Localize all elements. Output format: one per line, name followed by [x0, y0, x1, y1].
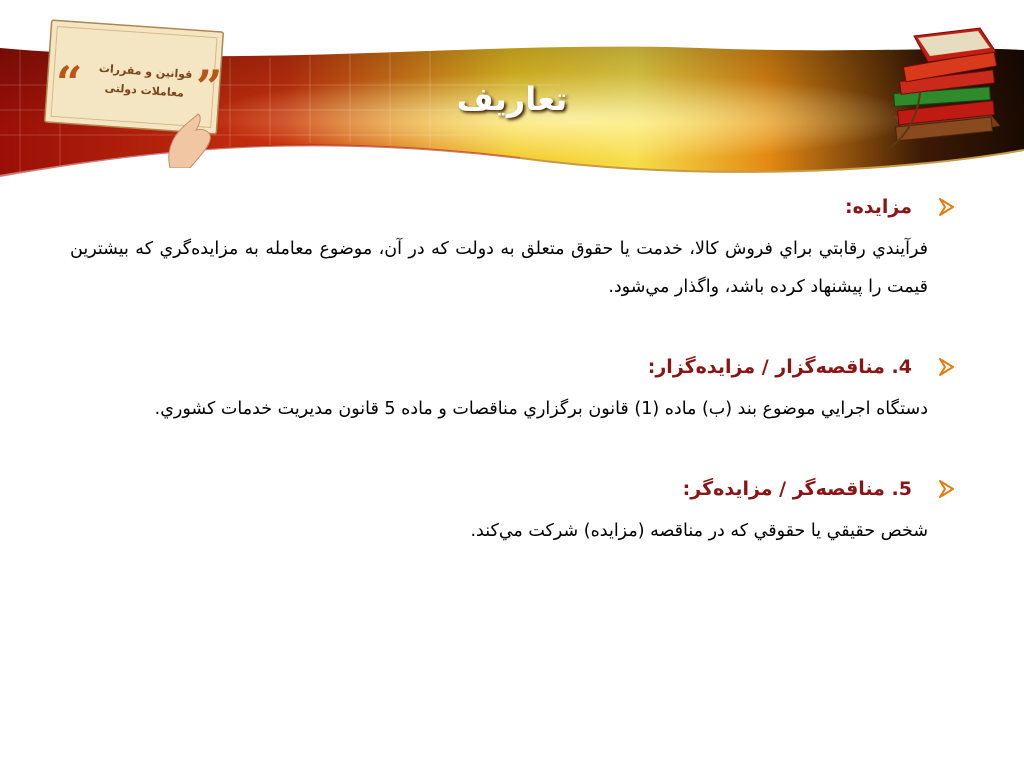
hand-icon: [160, 112, 220, 168]
section-body: فرآيندي رقابتي براي فروش كالا، خدمت يا حقوق متعلق به دولت كه در آن، موضوع معامله به مزايده‌گري كه بيشترين قيمت را پيشنهاد كرده باشد، واگذار مي‌شود.: [70, 239, 928, 297]
section-mozayede: [70, 190, 956, 306]
open-quote-icon: “: [56, 56, 83, 110]
arrow-bullet-icon: [936, 197, 956, 217]
section-monaghese-gozar: [70, 350, 956, 428]
note-line-2: معاملات دولتی: [104, 81, 185, 100]
arrow-bullet-icon: [936, 479, 956, 499]
section-body: دستگاه اجرايي موضوع بند (ب) ماده (1) قانون برگزاري مناقصات و ماده 5 قانون مديريت خدمات كشوري.: [154, 399, 928, 419]
book-stack-icon: [884, 22, 1008, 152]
section-heading-text: 5. مناقصه‌گر / مزايده‌گر:: [682, 478, 912, 500]
arrow-bullet-icon: [936, 357, 956, 377]
close-quote-icon: ”: [196, 60, 223, 114]
note-line-1: قوانین و مقررات: [98, 61, 193, 82]
slide-title: تعاریف: [456, 80, 568, 118]
section-heading-text: مزايده:: [844, 196, 912, 218]
section-heading-text: 4. مناقصه‌گزار / مزايده‌گزار:: [647, 356, 912, 378]
section-monaghese-gar: [70, 472, 956, 550]
definitions-content: [70, 190, 956, 550]
header-banner: [0, 0, 1024, 180]
section-body: شخص حقيقي يا حقوقي كه در مناقصه (مزايده) شركت مي‌كند.: [470, 521, 928, 541]
section-heading: [70, 350, 956, 384]
section-heading: [70, 472, 956, 506]
section-heading: [70, 190, 956, 224]
